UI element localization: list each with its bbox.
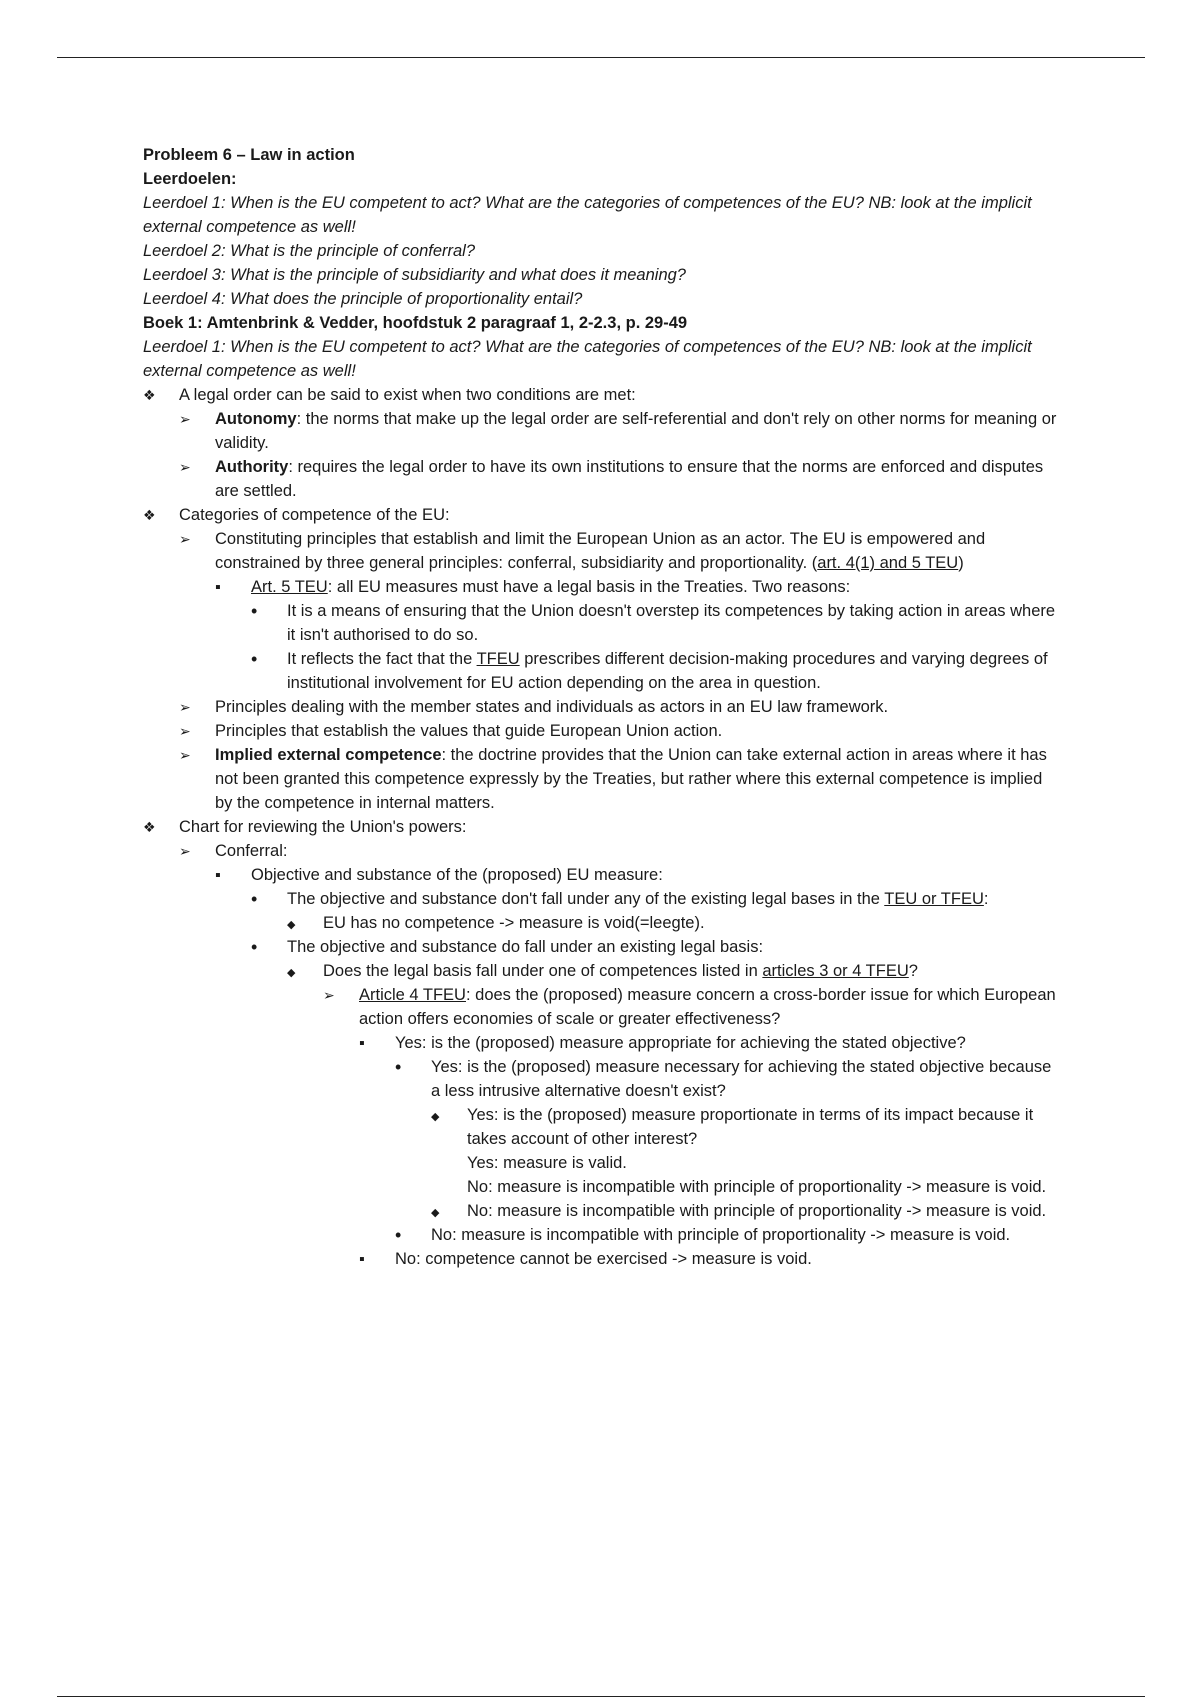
goal-1: Leerdoel 1: When is the EU competent to act? What are the categories of competences of the EU? NB: look at the implicit external competence as well! [143, 194, 1032, 236]
list-item: ➢ Conferral: ▪ Objective and substance of the (proposed) EU measure: • The objective and substance don't fall under any of the existing legal bases in the TEU or TFEU: ◆ EU has no competence -> measure is void(=leegte). • The objective and substance do fall under an existing legal basis: ◆ Does the legal basis fall under one of competences listed in articles 3 or 4 TFEU? ➢ Article 4 TFEU: does the (proposed) measure concern a cross-border issue for which European action offers economies of scale or greater effectiveness? ▪ Yes: is the (proposed) measure appropriate for achieving the stated objective? • Yes: is the (proposed) measure necessary for achieving the stated objective because a less intrusive alternative doesn't exist? ◆ Yes: is the (proposed) measure proportionate in terms of its impact because it takes account of other interest? Yes: measure is valid. No: measure is incompatible with principle of proportionality -> measure is void. ◆ No: measure is incompatible with principle of proportionality -> measure is void. • No: measure is incompatible with principle of proportionality -> measure is void. ▪ No: competence cannot be exercised -> measure is void. [179, 839, 1063, 1271]
treaty-reference: TFEU [476, 650, 520, 668]
square-bullet-icon [215, 575, 245, 600]
diamond-bullet-icon [287, 911, 317, 937]
dot-bullet-icon [251, 887, 281, 912]
dot-bullet-icon [251, 647, 281, 672]
arrow-bullet-icon [179, 407, 209, 431]
square-bullet-icon [359, 1247, 389, 1272]
arrow-bullet-icon [179, 455, 209, 479]
arrow-bullet-icon [179, 695, 209, 719]
goals-heading: Leerdoelen: [143, 170, 237, 188]
bullet-icon [143, 503, 173, 527]
list-item: ➢ Principles that establish the values that guide European Union action. [179, 719, 1063, 743]
goal-4: Leerdoel 4: What does the principle of proportionality entail? [143, 290, 583, 308]
treaty-reference: Art. 5 TEU [251, 578, 328, 596]
treaty-reference: articles 3 or 4 TFEU [762, 962, 909, 980]
bullet-icon [143, 383, 173, 407]
header-rule [57, 57, 1145, 58]
bullet-icon [143, 815, 173, 839]
dot-bullet-icon [395, 1055, 425, 1080]
treaty-reference: art. 4(1) and 5 TEU [817, 554, 959, 572]
list-item: ▪ No: competence cannot be exercised -> measure is void. [359, 1247, 1063, 1271]
list-item: ▪ Objective and substance of the (proposed) EU measure: • The objective and substance don't fall under any of the existing legal bases in the TEU or TFEU: ◆ EU has no competence -> measure is void(=leegte). • The objective and substance do fall under an existing legal basis: ◆ Does the legal basis fall under one of competences listed in articles 3 or 4 TFEU? ➢ Article 4 TFEU: does the (proposed) measure concern a cross-border issue for which European action offers economies of scale or greater effectiveness? ▪ Yes: is the (proposed) measure appropriate for achieving the stated objective? • Yes: is the (proposed) measure necessary for achieving the stated objective because a less intrusive alternative doesn't exist? ◆ Yes: is the (proposed) measure proportionate in terms of its impact because it takes account of other interest? Yes: measure is valid. No: measure is incompatible with principle of proportionality -> measure is void. ◆ No: measure is incompatible with principle of proportionality -> measure is void. • No: measure is incompatible with principle of proportionality -> measure is void. ▪ No: competence cannot be exercised -> measure is void. [215, 863, 1063, 1271]
list-item: ◆ Does the legal basis fall under one of competences listed in articles 3 or 4 TFEU? ➢ Article 4 TFEU: does the (proposed) measure concern a cross-border issue for which European action offers economies of scale or greater effectiveness? ▪ Yes: is the (proposed) measure appropriate for achieving the stated objective? • Yes: is the (proposed) measure necessary for achieving the stated objective because a less intrusive alternative doesn't exist? ◆ Yes: is the (proposed) measure proportionate in terms of its impact because it takes account of other interest? Yes: measure is valid. No: measure is incompatible with principle of proportionality -> measure is void. ◆ No: measure is incompatible with principle of proportionality -> measure is void. • No: measure is incompatible with principle of proportionality -> measure is void. ▪ No: competence cannot be exercised -> measure is void. [287, 959, 1063, 1271]
list-item: ❖ Categories of competence of the EU: ➢ Constituting principles that establish and limit the European Union as an actor. The EU is empowered and constrained by three general principles: conferral, subsidiarity and proportionality. (art. 4(1) and 5 TEU) ▪ Art. 5 TEU: all EU measures must have a legal basis in the Treaties. Two reasons: • It is a means of ensuring that the Union doesn't overstep its competences by taking action in areas where it isn't authorised to do so. • It reflects the fact that the TFEU prescribes different decision-making procedures and varying degrees of institutional involvement for EU action depending on the area in question. ➢ Principles dealing with the member states and individuals as actors in an EU law framework. ➢ Principles that establish the values that guide European Union action. ➢ Implied external competence: the doctrine provides that the Union can take external action in areas where it has not been granted this competence expressly by the Treaties, but rather where this external competence is implied by the competence in internal matters. [143, 503, 1063, 815]
arrow-bullet-icon [179, 719, 209, 743]
list-item: • No: measure is incompatible with principle of proportionality -> measure is void. [395, 1223, 1063, 1247]
diamond-bullet-icon [431, 1103, 461, 1129]
treaty-reference: TEU or TFEU [884, 890, 984, 908]
dot-bullet-icon [251, 599, 281, 624]
arrow-bullet-icon [179, 743, 209, 767]
list-item: • It reflects the fact that the TFEU prescribes different decision-making procedures and varying degrees of institutional involvement for EU action depending on the area in question. [251, 647, 1063, 695]
list-item: ▪ Yes: is the (proposed) measure appropriate for achieving the stated objective? • Yes: is the (proposed) measure necessary for achieving the stated objective because a less intrusive alternative doesn't exist? ◆ Yes: is the (proposed) measure proportionate in terms of its impact because it takes account of other interest? Yes: measure is valid. No: measure is incompatible with principle of proportionality -> measure is void. ◆ No: measure is incompatible with principle of proportionality -> measure is void. • No: measure is incompatible with principle of proportionality -> measure is void. [359, 1031, 1063, 1247]
list-item: ◆ EU has no competence -> measure is void(=leegte). [287, 911, 1063, 935]
book-heading: Boek 1: Amtenbrink & Vedder, hoofdstuk 2 paragraaf 1, 2-2.3, p. 29-49 [143, 314, 688, 332]
goal-3: Leerdoel 3: What is the principle of subsidiarity and what does it meaning? [143, 266, 686, 284]
list-item: ➢ Autonomy: the norms that make up the legal order are self-referential and don't rely on other norms for meaning or validity. [179, 407, 1063, 455]
square-bullet-icon [215, 863, 245, 888]
page-title: Probleem 6 – Law in action [143, 146, 355, 164]
list-item: • It is a means of ensuring that the Union doesn't overstep its competences by taking action in areas where it isn't authorised to do so. [251, 599, 1063, 647]
arrow-bullet-icon [179, 839, 209, 863]
list-item: ➢ Article 4 TFEU: does the (proposed) measure concern a cross-border issue for which European action offers economies of scale or greater effectiveness? ▪ Yes: is the (proposed) measure appropriate for achieving the stated objective? • Yes: is the (proposed) measure necessary for achieving the stated objective because a less intrusive alternative doesn't exist? ◆ Yes: is the (proposed) measure proportionate in terms of its impact because it takes account of other interest? Yes: measure is valid. No: measure is incompatible with principle of proportionality -> measure is void. ◆ No: measure is incompatible with principle of proportionality -> measure is void. • No: measure is incompatible with principle of proportionality -> measure is void. ▪ No: competence cannot be exercised -> measure is void. [323, 983, 1063, 1271]
diamond-bullet-icon [431, 1199, 461, 1225]
square-bullet-icon [359, 1031, 389, 1056]
list-item: ➢ Implied external competence: the doctrine provides that the Union can take external action in areas where it has not been granted this competence expressly by the Treaties, but rather where this external competence is implied by the competence in internal matters. [179, 743, 1063, 815]
list-item: • The objective and substance do fall under an existing legal basis: ◆ Does the legal basis fall under one of competences listed in articles 3 or 4 TFEU? ➢ Article 4 TFEU: does the (proposed) measure concern a cross-border issue for which European action offers economies of scale or greater effectiveness? ▪ Yes: is the (proposed) measure appropriate for achieving the stated objective? • Yes: is the (proposed) measure necessary for achieving the stated objective because a less intrusive alternative doesn't exist? ◆ Yes: is the (proposed) measure proportionate in terms of its impact because it takes account of other interest? Yes: measure is valid. No: measure is incompatible with principle of proportionality -> measure is void. ◆ No: measure is incompatible with principle of proportionality -> measure is void. • No: measure is incompatible with principle of proportionality -> measure is void. ▪ No: competence cannot be exercised -> measure is void. [251, 935, 1063, 1271]
list-item: ❖ A legal order can be said to exist when two conditions are met: ➢ Autonomy: the norms that make up the legal order are self-referential and don't rely on other norms for meaning or validity. ➢ Authority: requires the legal order to have its own institutions to ensure that the norms are enforced and disputes are settled. [143, 383, 1063, 503]
book-goal-1: Leerdoel 1: When is the EU competent to act? What are the categories of competences of the EU? NB: look at the implicit external competence as well! [143, 338, 1032, 380]
footer-rule [57, 1696, 1145, 1697]
list-item: ➢ Constituting principles that establish and limit the European Union as an actor. The EU is empowered and constrained by three general principles: conferral, subsidiarity and proportionality. (art. 4(1) and 5 TEU) ▪ Art. 5 TEU: all EU measures must have a legal basis in the Treaties. Two reasons: • It is a means of ensuring that the Union doesn't overstep its competences by taking action in areas where it isn't authorised to do so. • It reflects the fact that the TFEU prescribes different decision-making procedures and varying degrees of institutional involvement for EU action depending on the area in question. [179, 527, 1063, 695]
list-item: ◆ No: measure is incompatible with principle of proportionality -> measure is void. [431, 1199, 1063, 1223]
document-page [143, 143, 1063, 1271]
list-item: ➢ Principles dealing with the member states and individuals as actors in an EU law framework. [179, 695, 1063, 719]
list-item: ◆ Yes: is the (proposed) measure proportionate in terms of its impact because it takes account of other interest? Yes: measure is valid. No: measure is incompatible with principle of proportionality -> measure is void. [431, 1103, 1063, 1199]
list-item: • Yes: is the (proposed) measure necessary for achieving the stated objective because a less intrusive alternative doesn't exist? ◆ Yes: is the (proposed) measure proportionate in terms of its impact because it takes account of other interest? Yes: measure is valid. No: measure is incompatible with principle of proportionality -> measure is void. ◆ No: measure is incompatible with principle of proportionality -> measure is void. [395, 1055, 1063, 1223]
diamond-bullet-icon [287, 959, 317, 985]
arrow-bullet-icon [323, 983, 353, 1007]
list-item: ▪ Art. 5 TEU: all EU measures must have a legal basis in the Treaties. Two reasons: • It is a means of ensuring that the Union doesn't overstep its competences by taking action in areas where it isn't authorised to do so. • It reflects the fact that the TFEU prescribes different decision-making procedures and varying degrees of institutional involvement for EU action depending on the area in question. [215, 575, 1063, 695]
list-item: ➢ Authority: requires the legal order to have its own institutions to ensure that the norms are enforced and disputes are settled. [179, 455, 1063, 503]
list-item: • The objective and substance don't fall under any of the existing legal bases in the TEU or TFEU: ◆ EU has no competence -> measure is void(=leegte). [251, 887, 1063, 935]
notes-list [143, 383, 1063, 1271]
goal-2: Leerdoel 2: What is the principle of conferral? [143, 242, 476, 260]
treaty-reference: Article 4 TFEU [359, 986, 466, 1004]
arrow-bullet-icon [179, 527, 209, 551]
dot-bullet-icon [395, 1223, 425, 1248]
dot-bullet-icon [251, 935, 281, 960]
list-item: ❖ Chart for reviewing the Union's powers: ➢ Conferral: ▪ Objective and substance of the (proposed) EU measure: • The objective and substance don't fall under any of the existing legal bases in the TEU or TFEU: ◆ EU has no competence -> measure is void(=leegte). • The objective and substance do fall under an existing legal basis: ◆ Does the legal basis fall under one of competences listed in articles 3 or 4 TFEU? ➢ Article 4 TFEU: does the (proposed) measure concern a cross-border issue for which European action offers economies of scale or greater effectiveness? ▪ Yes: is the (proposed) measure appropriate for achieving the stated objective? • Yes: is the (proposed) measure necessary for achieving the stated objective because a less intrusive alternative doesn't exist? ◆ Yes: is the (proposed) measure proportionate in terms of its impact because it takes account of other interest? Yes: measure is valid. No: measure is incompatible with principle of proportionality -> measure is void. ◆ No: measure is incompatible with principle of proportionality -> measure is void. • No: measure is incompatible with principle of proportionality -> measure is void. ▪ No: competence cannot be exercised -> measure is void. [143, 815, 1063, 1271]
